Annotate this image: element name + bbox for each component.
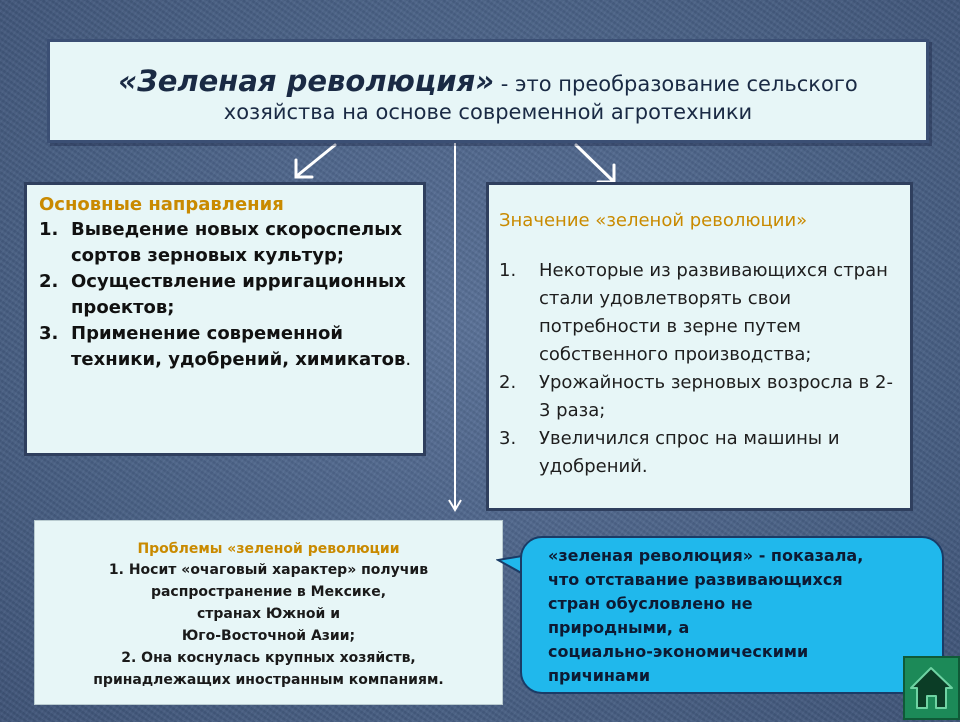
- significance-number: 1.: [499, 260, 517, 281]
- significance-text: Урожайность зерновых возросла в 2-3 раза;: [539, 372, 893, 421]
- definition-box: [47, 39, 929, 143]
- direction-item: [39, 217, 413, 269]
- direction-item: [39, 321, 413, 373]
- callout-line: социально-экономическими: [548, 642, 809, 661]
- direction-text: Применение современной техники, удобрений, химикатов: [71, 323, 406, 370]
- term-green-revolution: «Зеленая революция»: [118, 64, 495, 98]
- home-button[interactable]: [903, 656, 960, 720]
- significance-number: 3.: [499, 428, 517, 449]
- significance-list: [499, 257, 902, 481]
- callout-line: стран обусловлено не: [548, 594, 753, 613]
- problems-line: принадлежащих иностранным компаниям.: [93, 672, 444, 688]
- significance-heading: Значение «зеленой революции»: [499, 210, 808, 231]
- definition-line-1: [50, 64, 926, 98]
- callout-line: причинами: [548, 666, 651, 685]
- significance-text: Некоторые из развивающихся стран стали удовлетворять свои потребности в зерне путем собственного производства;: [539, 260, 888, 365]
- callout-line: природными, а: [548, 618, 690, 637]
- home-icon: [905, 658, 958, 718]
- callout-line: что отставание развивающихся: [548, 570, 843, 589]
- arrow-to-meaning: [576, 145, 612, 180]
- problems-line: распространение в Мексике,: [150, 584, 387, 600]
- direction-text: Выведение новых скороспелых сортов зерновых культур;: [71, 219, 403, 266]
- definition-line-2: хозяйства на основе современной агротехники: [223, 100, 753, 124]
- callout-line: «зеленая революция» - показала,: [548, 546, 864, 565]
- significance-text: Увеличился спрос на машины и удобрений.: [539, 428, 840, 477]
- significance-item: [499, 425, 902, 481]
- problems-line: 2. Она коснулась крупных хозяйств,: [121, 650, 416, 666]
- significance-number: 2.: [499, 372, 517, 393]
- direction-number: 3.: [39, 323, 59, 344]
- conclusion-callout: [520, 536, 944, 694]
- direction-number: 2.: [39, 271, 59, 292]
- direction-text-period: .: [405, 349, 412, 370]
- significance-item: [499, 369, 902, 425]
- significance-item: [499, 257, 902, 369]
- direction-number: 1.: [39, 219, 59, 240]
- direction-item: [39, 269, 413, 321]
- directions-list: [39, 217, 413, 373]
- definition-text-1: - это преобразование сельского: [494, 72, 858, 96]
- main-directions-box: [24, 182, 426, 456]
- directions-heading: Основные направления: [39, 194, 284, 215]
- problems-line: странах Южной и: [196, 606, 341, 622]
- arrow-to-directions: [298, 145, 335, 175]
- direction-text-wrap: [71, 321, 413, 373]
- problems-line: Юго-Восточной Азии;: [181, 628, 356, 644]
- problems-line: 1. Носит «очаговый характер» получив: [108, 562, 429, 578]
- problems-heading: Проблемы «зеленой революции: [137, 541, 400, 557]
- direction-text: Осуществление ирригационных проектов;: [71, 271, 406, 318]
- significance-box: [486, 182, 913, 511]
- problems-box: [34, 520, 503, 705]
